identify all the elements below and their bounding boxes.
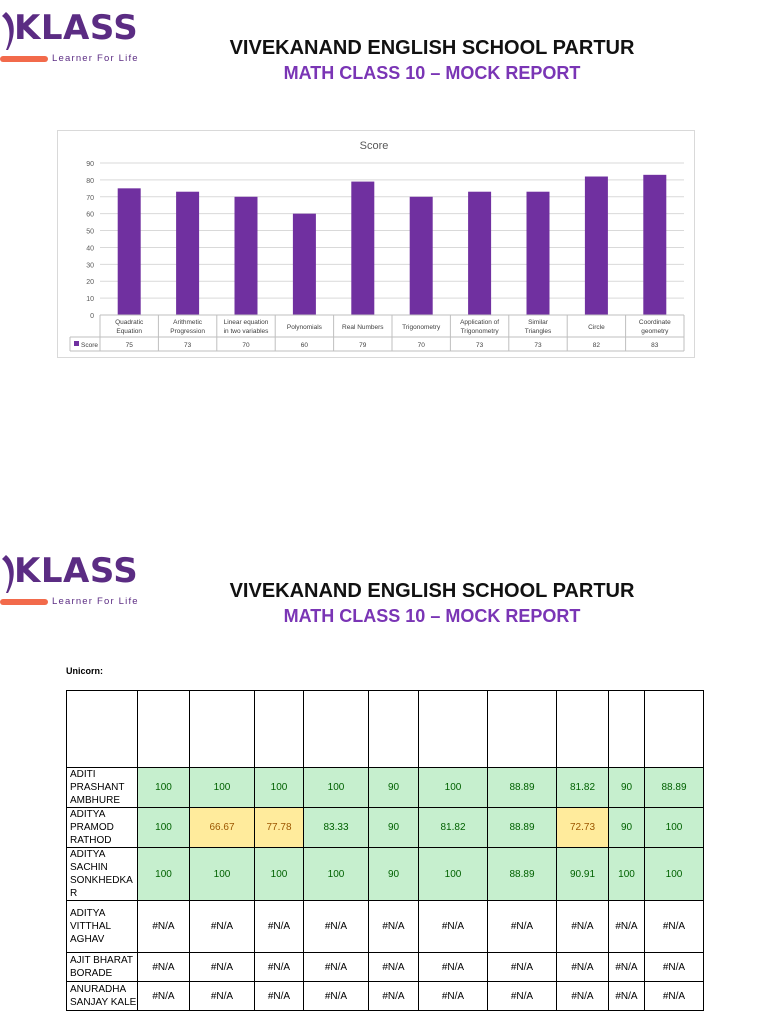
data-label: 83 (651, 342, 659, 349)
bar (527, 192, 550, 315)
data-label: 75 (125, 342, 133, 349)
score-cell: #N/A (609, 901, 645, 953)
score-cell: 83.33 (304, 808, 369, 848)
score-cell: 66.67 (190, 808, 255, 848)
score-cell: 90 (609, 808, 645, 848)
bar (410, 197, 433, 315)
y-tick-label: 30 (86, 262, 94, 270)
table-header-row (67, 691, 704, 768)
score-cell: 100 (255, 768, 304, 808)
table-row (67, 808, 704, 848)
table-row (67, 901, 704, 953)
score-cell: 100 (419, 768, 488, 808)
score-cell: #N/A (609, 953, 645, 982)
y-tick-label: 50 (86, 228, 94, 236)
y-tick-label: 60 (86, 211, 94, 219)
score-cell: #N/A (138, 901, 190, 953)
score-cell: #N/A (369, 901, 419, 953)
student-name: ADITYA VITTHAL AGHAV (67, 901, 138, 953)
score-chart (57, 130, 695, 358)
score-cell: #N/A (488, 901, 557, 953)
x-tick-label: Application of Trigonometry (460, 319, 500, 335)
x-tick-label: Quadratic Equation (115, 319, 144, 335)
student-name: ANURADHA SANJAY KALE (67, 982, 138, 1011)
bar (176, 192, 199, 315)
score-cell: 88.89 (488, 768, 557, 808)
score-cell: #N/A (190, 901, 255, 953)
bar (118, 188, 141, 315)
legend-swatch (74, 341, 79, 346)
score-cell: 90 (369, 848, 419, 901)
score-cell: #N/A (419, 901, 488, 953)
report-title-2: MATH CLASS 10 – MOCK REPORT (283, 606, 581, 626)
score-cell: 90.91 (557, 848, 609, 901)
score-cell: #N/A (645, 901, 704, 953)
score-cell: 88.89 (488, 848, 557, 901)
header-cell (645, 691, 704, 768)
group-label: Unicorn: (66, 666, 103, 676)
score-cell: 100 (645, 848, 704, 901)
data-label: 79 (359, 342, 367, 349)
header-cell (304, 691, 369, 768)
score-cell: 81.82 (419, 808, 488, 848)
score-cell: #N/A (138, 982, 190, 1011)
bar (585, 177, 608, 315)
data-label: 73 (475, 342, 484, 349)
score-cell: 100 (138, 768, 190, 808)
x-tick-label: Trigonometry (402, 324, 441, 331)
table-row (67, 848, 704, 901)
bar (351, 182, 374, 315)
header-cell (488, 691, 557, 768)
table-row (67, 953, 704, 982)
brand-tagline: Learner For Life (52, 53, 139, 64)
bar (235, 197, 258, 315)
header-cell (419, 691, 488, 768)
score-cell: #N/A (369, 982, 419, 1011)
score-cell: 100 (609, 848, 645, 901)
y-tick-label: 80 (86, 177, 94, 185)
brand-name: KLASS (14, 8, 139, 48)
x-tick-label: Polynomials (286, 324, 322, 331)
score-cell: #N/A (488, 982, 557, 1011)
student-name: ADITI PRASHANT AMBHURE (67, 768, 138, 808)
score-cell: 100 (304, 768, 369, 808)
chart-title: Score (359, 140, 389, 152)
score-cell: #N/A (304, 901, 369, 953)
data-label: 73 (183, 342, 192, 349)
header-cell (255, 691, 304, 768)
score-cell: #N/A (419, 982, 488, 1011)
score-cell: #N/A (369, 953, 419, 982)
y-tick-label: 70 (86, 194, 94, 202)
student-name: ADITYA SACHIN SONKHEDKA R (67, 848, 138, 901)
score-cell: #N/A (190, 953, 255, 982)
table-row (67, 982, 704, 1011)
header-cell (190, 691, 255, 768)
score-cell: 90 (369, 808, 419, 848)
score-cell: 100 (190, 768, 255, 808)
score-cell: 100 (138, 848, 190, 901)
score-cell: 100 (645, 808, 704, 848)
score-cell: 90 (369, 768, 419, 808)
score-cell: #N/A (304, 982, 369, 1011)
header-cell (609, 691, 645, 768)
y-tick-label: 90 (86, 161, 94, 168)
data-label: 82 (592, 342, 601, 349)
data-label: 60 (300, 342, 309, 349)
header-cell (138, 691, 190, 768)
score-cell: 81.82 (557, 768, 609, 808)
score-cell: #N/A (255, 901, 304, 953)
x-tick-label: Real Numbers (342, 324, 384, 331)
data-label: 70 (242, 342, 250, 349)
score-cell: #N/A (190, 982, 255, 1011)
header-cell (369, 691, 419, 768)
header-cell (557, 691, 609, 768)
data-label: 73 (534, 342, 542, 349)
bar (643, 175, 666, 315)
score-cell: #N/A (488, 953, 557, 982)
y-tick-label: 20 (86, 279, 94, 287)
student-name: ADITYA PRAMOD RATHOD (67, 808, 138, 848)
x-tick-label: Linear equation in two variables (223, 319, 269, 335)
school-title-2: VIVEKANAND ENGLISH SCHOOL PARTUR (229, 580, 635, 602)
score-cell: 100 (304, 848, 369, 901)
score-cell: #N/A (304, 953, 369, 982)
y-tick-label: 10 (86, 296, 94, 304)
data-label: 70 (417, 342, 425, 349)
score-cell: #N/A (255, 953, 304, 982)
y-tick-label: 0 (90, 313, 94, 320)
bar (293, 214, 316, 315)
score-cell: 88.89 (488, 808, 557, 848)
score-cell: #N/A (255, 982, 304, 1011)
score-cell: 100 (255, 848, 304, 901)
score-cell: 100 (190, 848, 255, 901)
x-tick-label: Circle (588, 324, 605, 331)
x-tick-label: Coordinate geometry (638, 319, 671, 335)
bar (468, 192, 491, 315)
score-cell: #N/A (645, 953, 704, 982)
score-cell: 100 (419, 848, 488, 901)
score-cell: #N/A (419, 953, 488, 982)
score-cell: #N/A (557, 953, 609, 982)
score-cell: #N/A (609, 982, 645, 1011)
score-cell: 77.78 (255, 808, 304, 848)
report-title: MATH CLASS 10 – MOCK REPORT (283, 63, 581, 83)
score-cell: 100 (138, 808, 190, 848)
y-tick-label: 40 (86, 245, 94, 253)
legend-label: Score (81, 342, 98, 349)
x-tick-label: Arithmetic Progression (170, 319, 205, 335)
school-title: VIVEKANAND ENGLISH SCHOOL PARTUR (229, 37, 635, 59)
score-cell: #N/A (138, 953, 190, 982)
score-cell: 72.73 (557, 808, 609, 848)
brand-name: KLASS (14, 551, 139, 591)
x-tick-label: Similar Triangles (524, 319, 552, 335)
score-table (66, 690, 704, 1011)
score-cell: #N/A (557, 982, 609, 1011)
score-chart-svg (58, 131, 694, 357)
header-cell (67, 691, 138, 768)
score-cell: #N/A (557, 901, 609, 953)
student-name: AJIT BHARAT BORADE (67, 953, 138, 982)
score-cell: 88.89 (645, 768, 704, 808)
table-row (67, 768, 704, 808)
score-cell: 90 (609, 768, 645, 808)
brand-tagline: Learner For Life (52, 596, 139, 607)
score-cell: #N/A (645, 982, 704, 1011)
